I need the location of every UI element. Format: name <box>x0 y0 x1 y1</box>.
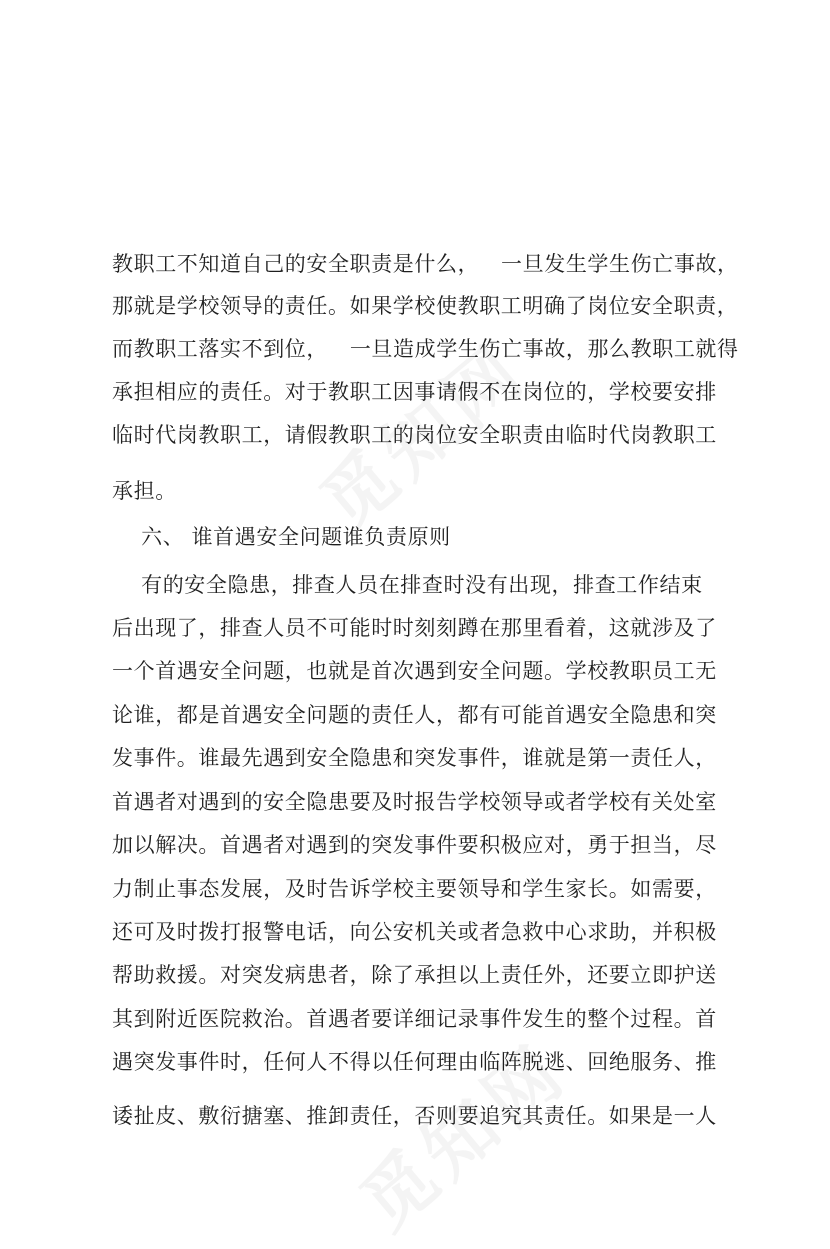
text-line: 有的安全隐患，排查人员在排查时没有出现，排查工作结束 <box>112 573 703 597</box>
text-line: 遇突发事件时，任何人不得以任何理由临阵脱逃、回绝服务、推 <box>112 1050 717 1074</box>
text-line: 还可及时拨打报警电话，向公安机关或者急救中心求助，并积极 <box>112 920 717 944</box>
text-line: 帮助救援。对突发病患者，除了承担以上责任外，还要立即护送 <box>112 963 717 987</box>
text-line: 后出现了，排查人员不可能时时刻刻蹲在那里看着，这就涉及了 <box>112 616 717 640</box>
text-line: 一个首遇安全问题，也就是首次遇到安全问题。学校教职员工无 <box>112 659 717 683</box>
text-line: 承担。 <box>112 479 177 503</box>
text-line: 那就是学校领导的责任。如果学校使教职工明确了岗位安全职责， <box>112 294 739 318</box>
text-line: 加以解决。首遇者对遇到的突发事件要积极应对，勇于担当，尽 <box>112 833 717 857</box>
text-line: 首遇者对遇到的安全隐患要及时报告学校领导或者学校有关处室 <box>112 790 717 814</box>
text-line: 诿扯皮、敷衍搪塞、推卸责任，否则要追究其责任。如果是一人 <box>112 1104 717 1128</box>
text-line: 教职工不知道自己的安全职责是什么， 一旦发生学生伤亡事故， <box>112 252 739 276</box>
text-line: 论谁，都是首遇安全问题的责任人，都有可能首遇安全隐患和突 <box>112 703 717 727</box>
text-line: 发事件。谁最先遇到安全隐患和突发事件，谁就是第一责任人， <box>112 746 717 770</box>
text-line: 承担相应的责任。对于教职工因事请假不在岗位的，学校要安排 <box>112 380 717 404</box>
text-line: 其到附近医院救治。首遇者要详细记录事件发生的整个过程。首 <box>112 1007 717 1031</box>
text-line: 临时代岗教职工，请假教职工的岗位安全职责由临时代岗教职工 <box>112 423 717 447</box>
section-heading: 六、 谁首遇安全问题谁负责原则 <box>112 525 451 549</box>
text-line: 力制止事态发展，及时告诉学校主要领导和学生家长。如需要， <box>112 877 717 901</box>
text-line: 而教职工落实不到位， 一旦造成学生伤亡事故，那么教职工就得 <box>112 337 739 361</box>
